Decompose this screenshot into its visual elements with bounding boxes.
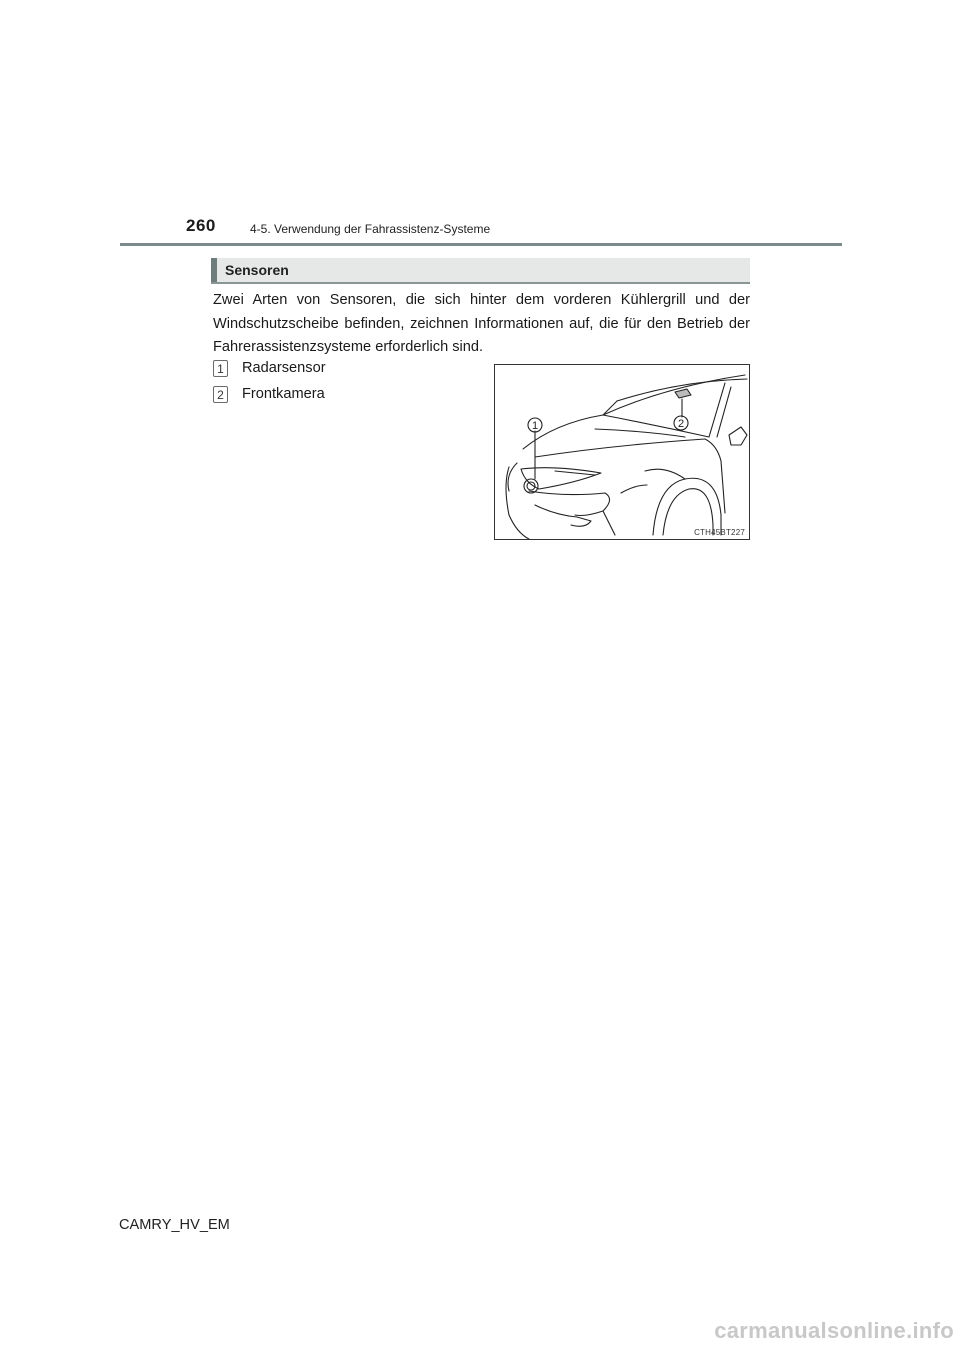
header-rule bbox=[120, 243, 842, 246]
sensor-location-figure bbox=[494, 364, 750, 540]
callout-1-label: 1 bbox=[531, 420, 539, 432]
door-mirror bbox=[729, 427, 747, 445]
page-number: 260 bbox=[186, 216, 216, 235]
fender bbox=[705, 439, 725, 513]
section-heading-bar bbox=[211, 258, 750, 284]
list-item-front-camera bbox=[213, 384, 325, 404]
chapter-title: 4-5. Verwendung der Fahrassistenz-Systeme bbox=[250, 222, 491, 236]
intro-paragraph: Zwei Arten von Sensoren, die sich hinter dem vorderen Kühlergrill und der Windschutzscheibe befinden, zeichnen Informationen auf, die für den Betrieb der Fahrerassistenzsysteme erforderlich sind. bbox=[213, 292, 750, 355]
footer-model-code: CAMRY_HV_EM bbox=[119, 1217, 230, 1233]
list-number-badge: 1 bbox=[213, 360, 228, 377]
grille-upper bbox=[529, 491, 610, 516]
car-front-illustration bbox=[495, 365, 749, 539]
callout-2-label: 2 bbox=[677, 418, 685, 430]
headlight bbox=[521, 468, 601, 489]
watermark: carmanualsonline.info bbox=[714, 1318, 954, 1343]
list-item-label: Frontkamera bbox=[242, 386, 325, 402]
a-pillar-right bbox=[709, 383, 725, 437]
figure-code: CTH45BT227 bbox=[694, 528, 745, 537]
roof-line bbox=[603, 375, 745, 415]
bonnet-edge bbox=[535, 439, 705, 457]
list-number-badge: 2 bbox=[213, 386, 228, 403]
section-heading-accent bbox=[211, 258, 217, 282]
section-title: Sensoren bbox=[225, 262, 289, 278]
a-pillar-left bbox=[603, 401, 617, 415]
list-item-radar-sensor bbox=[213, 358, 326, 378]
list-item-label: Radarsensor bbox=[242, 360, 326, 376]
front-camera-unit bbox=[675, 389, 691, 398]
